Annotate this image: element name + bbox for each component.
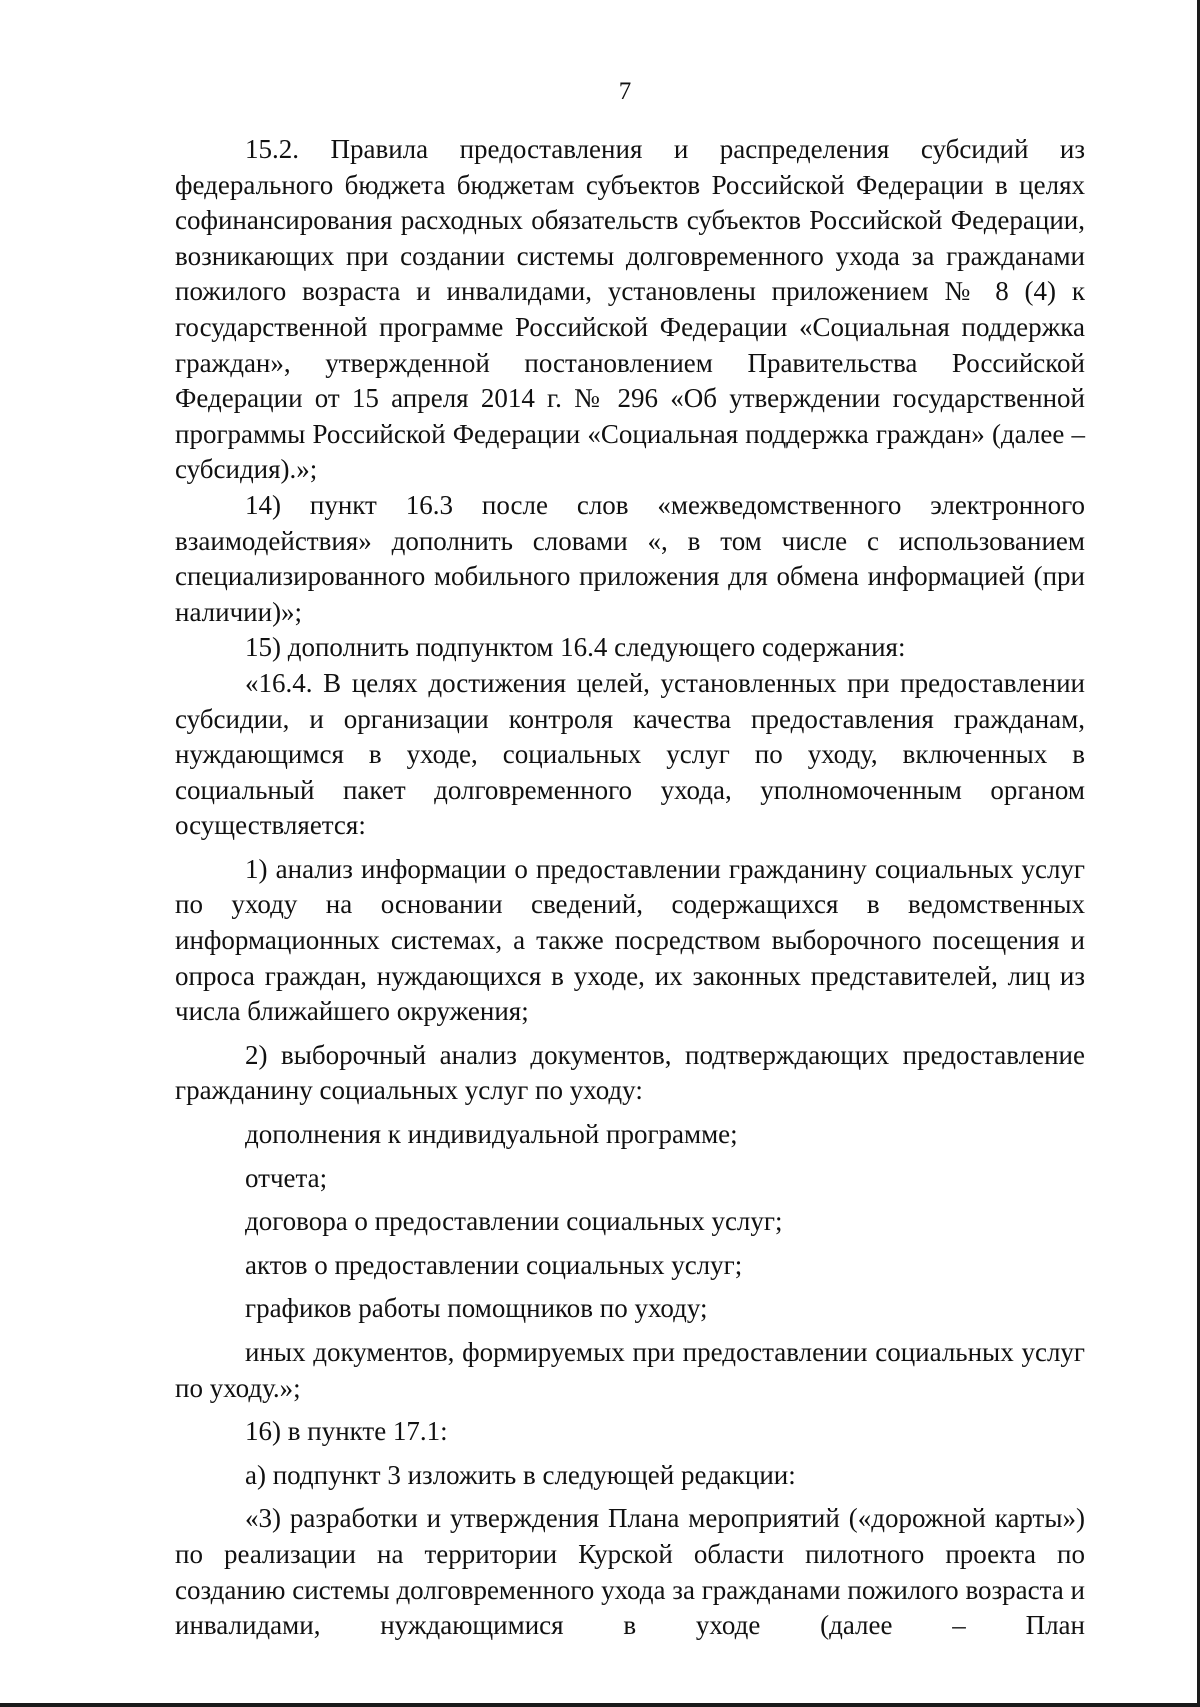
list-item: отчета; [245, 1162, 328, 1193]
paragraph-subitem-a: а) подпункт 3 изложить в следующей редакции: [245, 1459, 796, 1490]
paragraph-item-14: 14) пункт 16.3 после слов «межведомственного электронного взаимодействия» дополнить словами «, в том числе с использованием специализированного мобильного приложения для обмена информацией (при наличии)»; [175, 489, 1085, 627]
paragraph-subitem-2: 2) выборочный анализ документов, подтверждающих предоставление гражданину социальных услуг по уходу: [175, 1039, 1085, 1106]
paragraph-16-4: «16.4. В целях достижения целей, установленных при предоставлении субсидии, и организации контроля качества предоставления гражданам, нуждающимся в уходе, социальных услуг по уходу, включенных в социальный пакет долговременного ухода, уполномоченным органом осуществляется: [175, 667, 1085, 841]
list-item: иных документов, формируемых при предоставлении социальных услуг по уходу.»; [175, 1337, 1085, 1403]
paragraph-item-15: 15) дополнить подпунктом 16.4 следующего содержания: [245, 632, 906, 663]
scan-edge-bottom [0, 1703, 1200, 1707]
list-item: актов о предоставлении социальных услуг; [245, 1249, 743, 1280]
list-item: дополнения к индивидуальной программе; [245, 1119, 738, 1150]
document-body [175, 132, 1085, 1644]
paragraph-subitem-3: «3) разработки и утверждения Плана мероприятий («дорожной карты») по реализации на территории Курской области пилотного проекта по созданию системы долговременного ухода за гражданами пожилого возраста и инвалидами, нуждающимися в уходе (далее – План [175, 1503, 1085, 1641]
paragraph-15-2: 15.2. Правила предоставления и распределения субсидий из федерального бюджета бюджетам субъектов Российской Федерации в целях софинансирования расходных обязательств субъектов Российской Федерации, возникающих при создании системы долговременного ухода за гражданами пожилого возраста и инвалидами, установлены приложением № 8 (4) к государственной программе Российской Федерации «Социальная поддержка граждан», утвержденной постановлением Правительства Российской Федерации от 15 апреля 2014 г. № 296 «Об утверждении государственной программы Российской Федерации «Социальная поддержка граждан» (далее – субсидия).»; [175, 134, 1085, 485]
list-item: графиков работы помощников по уходу; [245, 1293, 708, 1324]
page-number: 7 [618, 78, 632, 105]
paragraph-item-16: 16) в пункте 17.1: [245, 1416, 448, 1447]
paragraph-subitem-1: 1) анализ информации о предоставлении гражданину социальных услуг по уходу на основании сведений, содержащихся в ведомственных информационных системах, а также посредством выборочного посещения и опроса граждан, нуждающихся в уходе, их законных представителей, лиц из числа ближайшего окружения; [175, 853, 1085, 1027]
list-item: договора о предоставлении социальных услуг; [245, 1206, 783, 1237]
